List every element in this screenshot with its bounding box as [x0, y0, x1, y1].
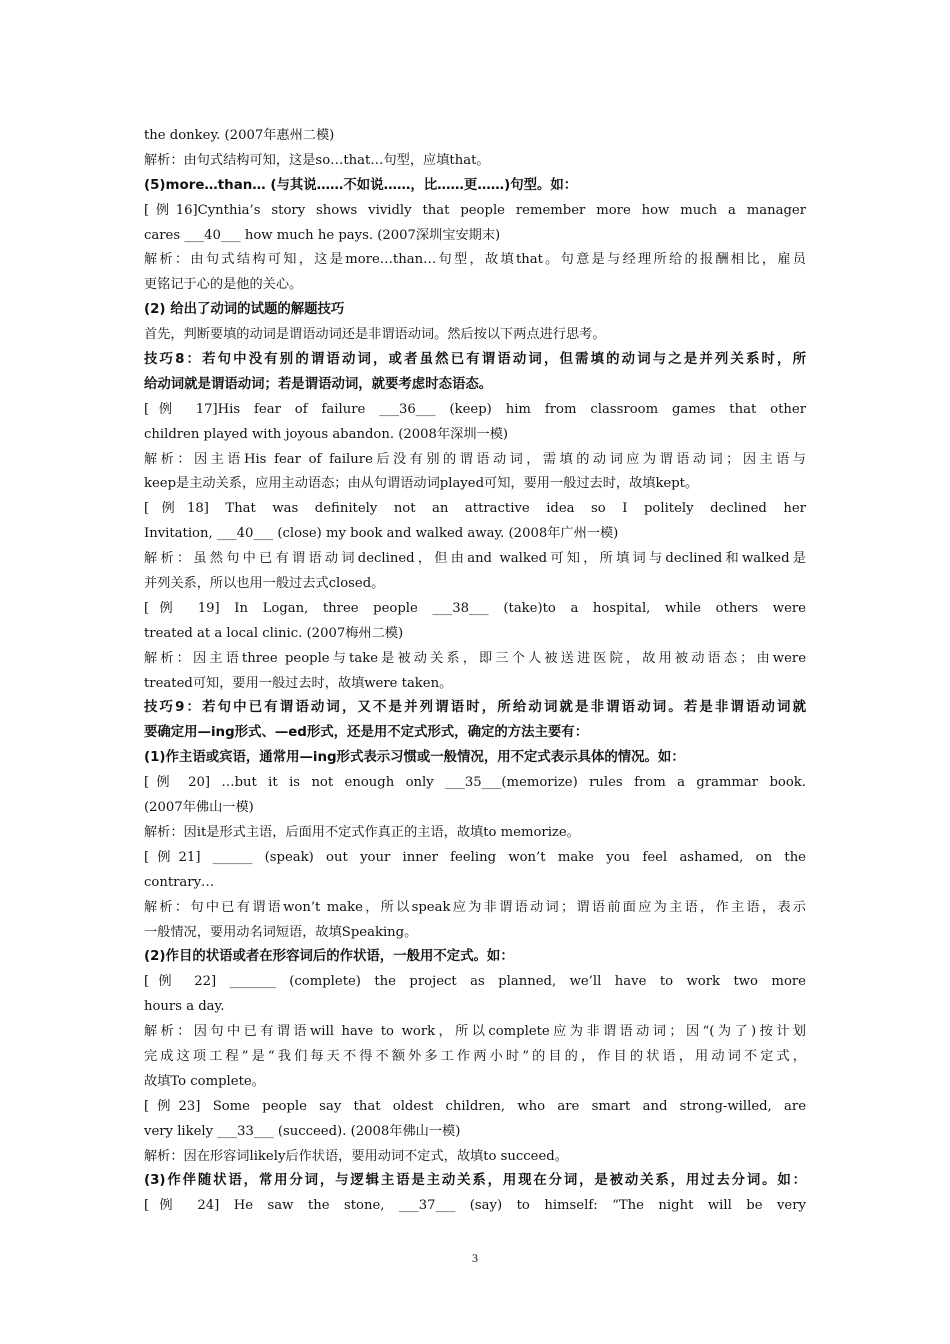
text-line: 解析：因主语three people与take是被动关系，即三个人被送进医院，故用被动语态；由were — [144, 650, 806, 666]
text-line: 解析：因主语His fear of failure后没有别的谓语动词，需填的动词应为谓语动词；因主语与 — [144, 451, 806, 467]
text-line: (3)作伴随状语，常用分词，与逻辑主语是主动关系，用现在分词，是被动关系，用过去分词。如： — [144, 1173, 806, 1189]
text-line: 技巧9：若句中已有谓语动词，又不是并列谓语时，所给动词就是非谓语动词。若是非谓语动词就 — [144, 700, 806, 716]
text-line: [例 20] …but it is not enough only ___35___(memorize) rules from a grammar book. — [144, 775, 806, 791]
text-line: 技巧8：若句中没有别的谓语动词，或者虽然已有谓语动词，但需填的动词与之是并列关系时，所 — [144, 352, 806, 368]
text-line: (2) 给出了动词的试题的解题技巧 — [144, 302, 345, 318]
text-line: Invitation, ___40___ (close) my book and walked away. (2008年广州一模) — [144, 526, 619, 542]
text-line: [例 17]His fear of failure ___36___ (keep) him from classroom games that other — [144, 401, 806, 417]
text-line: 解析：由句式结构可知，这是more…than…句型，故填that。句意是与经理所给的报酬相比，雇员 — [144, 252, 806, 268]
text-line: 更铭记于心的是他的关心。 — [144, 277, 303, 293]
text-line: [例 22] _______ (complete) the project as planned, we’ll have to work two more — [144, 974, 806, 990]
text-line: 给动词就是谓语动词；若是谓语动词，就要考虑时态语态。 — [144, 376, 493, 392]
text-line: 解析：因it是形式主语，后面用不定式作真正的主语，故填to memorize。 — [144, 824, 580, 840]
text-line: (5)more…than… (与其说……不如说……，比……更……)句型。如： — [144, 177, 578, 193]
text-line: (2007年佛山一模) — [144, 800, 254, 816]
text-line: 故填To complete。 — [144, 1073, 265, 1089]
text-line: very likely ___33___ (succeed). (2008年佛山一模) — [144, 1123, 461, 1139]
text-line: the donkey. (2007年惠州二模) — [144, 128, 335, 143]
text-line: 解析：虽然句中已有谓语动词declined，但由and walked可知，所填词与declined和walked是 — [144, 551, 806, 567]
text-line: [例 19] In Logan, three people ___38___ (take)to a hospital, while others were — [144, 600, 806, 616]
text-line: [例23] Some people say that oldest children, who are smart and strong-willed, are — [144, 1098, 806, 1114]
text-line: (2)作目的状语或者在形容词后的作状语，一般用不定式。如： — [144, 949, 514, 965]
text-line: [例21] ______ (speak) out your inner feeling won’t make you feel ashamed, on the — [144, 849, 806, 865]
text-line: children played with joyous abandon. (2008年深圳一模) — [144, 426, 509, 442]
text-line: (1)作主语或宾语，通常用—ing形式表示习惯或一般情况，用不定式表示具体的情况。如： — [144, 750, 685, 766]
text-line: 并列关系，所以也用一般过去式closed。 — [144, 576, 385, 592]
text-line: treated at a local clinic. (2007梅州二模) — [144, 625, 404, 641]
text-line: 解析：因句中已有谓语will have to work，所以complete应为非谓语动词；因“(为了)按计划 — [144, 1024, 806, 1040]
text-line: [例 24] He saw the stone, ___37___ (say) to himself: “The night will be very — [144, 1198, 806, 1214]
text-line: 首先，判断要填的动词是谓语动词还是非谓语动词。然后按以下两点进行思考。 — [144, 327, 606, 343]
page-body-text — [144, 124, 806, 1219]
text-line: cares ___40___ how much he pays. (2007深圳宝安期末) — [144, 227, 501, 243]
text-line: 解析：因在形容词likely后作状语，要用动词不定式，故填to succeed。 — [144, 1148, 568, 1164]
text-line: 要确定用—ing形式、—ed形式，还是用不定式形式，确定的方法主要有： — [144, 725, 589, 741]
page-number: 3 — [472, 1251, 478, 1265]
text-line: keep是主动关系，应用主动语态；由从句谓语动词played可知，要用一般过去时，故填kept。 — [144, 476, 699, 492]
text-line: 完成这项工程”是“我们每天不得不额外多工作两小时”的目的，作目的状语，用动词不定式， — [144, 1048, 806, 1064]
text-line: contrary… — [144, 874, 215, 890]
text-line: [例18] That was definitely not an attractive idea so I politely declined her — [144, 501, 806, 517]
text-line: hours a day. — [144, 999, 225, 1015]
text-line: 解析：句中已有谓语won’t make，所以speak应为非谓语动词；谓语前面应为主语，作主语，表示 — [144, 899, 806, 915]
text-line: 一般情况，要用动名词短语，故填Speaking。 — [144, 924, 418, 940]
text-line: [例16]Cynthia’s story shows vividly that people remember more how much a manager — [144, 202, 806, 218]
text-line: 解析：由句式结构可知，这是so…that…句型，应填that。 — [144, 152, 490, 168]
text-line: treated可知，要用一般过去时，故填were taken。 — [144, 675, 453, 691]
